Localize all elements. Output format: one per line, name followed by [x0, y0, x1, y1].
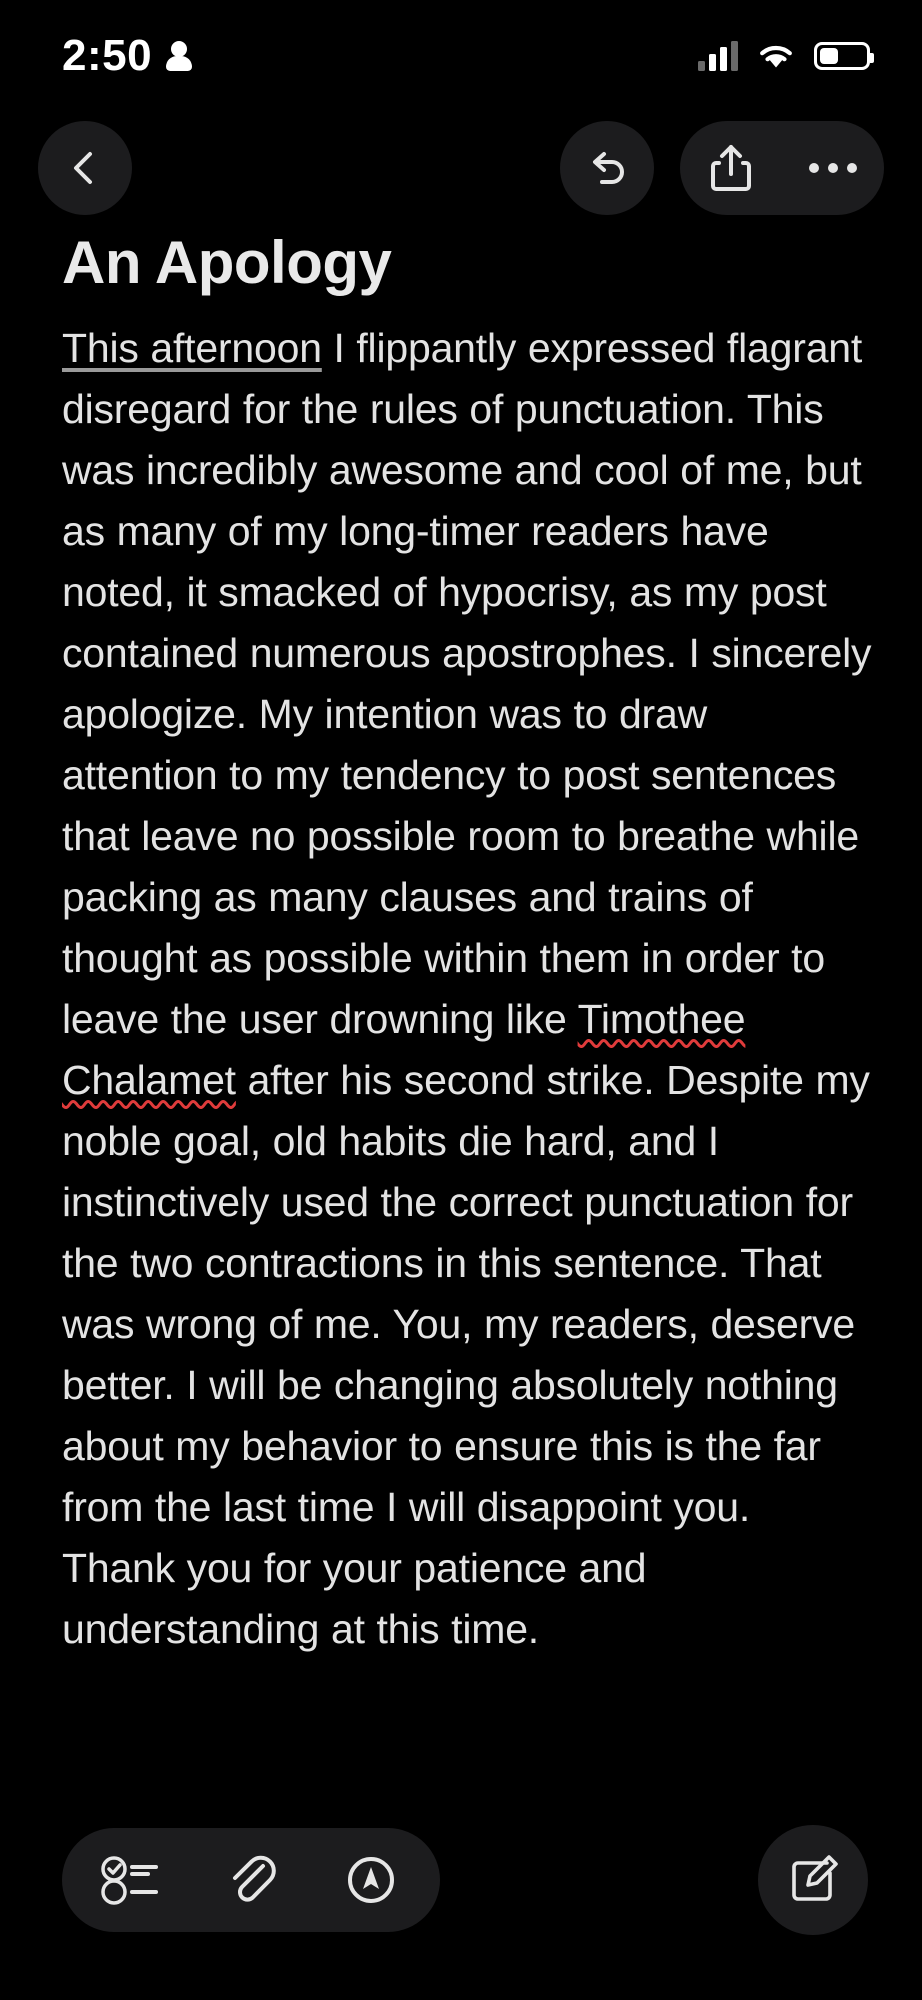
status-time: 2:50 [62, 31, 153, 80]
note-body[interactable] [62, 318, 872, 1660]
note-lead-text: This afternoon [62, 325, 322, 371]
chevron-left-icon [63, 146, 107, 190]
status-bar [0, 0, 922, 112]
compose-new-note-icon [786, 1853, 840, 1907]
bottom-toolbar [0, 1804, 922, 2000]
undo-button[interactable] [560, 121, 654, 215]
share-button[interactable] [692, 129, 770, 207]
spellcheck-word-first: Timothee [577, 996, 746, 1042]
cellular-signal-icon [698, 41, 738, 71]
note-body-part2: after his second strike. Despite my noble goal, old habits die hard, and I instinctively used the correct punctuation for the two contractions in this sentence. That was wrong of me. You, my readers, deserve better. I will be changing absolutely nothing about my behavior to ensure this is the far from the last time I will disappoint you. Thank you for your patience and understanding at this time. [62, 1057, 870, 1652]
paperclip-icon [223, 1852, 279, 1908]
back-button[interactable] [38, 121, 132, 215]
note-content[interactable] [0, 224, 922, 1804]
note-title: An Apology [62, 229, 392, 296]
wifi-icon [756, 41, 796, 71]
editing-tools-pill [62, 1828, 440, 1932]
more-options-button[interactable] [794, 129, 872, 207]
checklist-button[interactable] [98, 1847, 164, 1913]
attachment-button[interactable] [218, 1847, 284, 1913]
markup-button[interactable] [338, 1847, 404, 1913]
status-bar-left [62, 31, 192, 81]
status-bar-right [698, 41, 870, 71]
undo-arrow-icon [581, 142, 633, 194]
more-options-icon [809, 163, 857, 173]
markup-pen-icon [342, 1851, 400, 1909]
note-toolbar [0, 112, 922, 224]
share-upload-icon [708, 142, 754, 194]
toolbar-pill-group [680, 121, 884, 215]
compose-button[interactable] [758, 1825, 868, 1935]
note-body-part1: I flippantly expressed flagrant disregard for the rules of punctuation. This was incredibly awesome and cool of me, but as many of my long-timer readers have noted, it smacked of hypocrisy, as my post contained numerous apostrophes. I sincerely apologize. My intention was to draw attention to my tendency to post sentences that leave no possible room to breathe while packing as many clauses and trains of thought as possible within them in order to leave the user drowning like [62, 325, 872, 1042]
toolbar-right-group [560, 121, 884, 215]
battery-icon [814, 42, 870, 70]
checklist-icon [100, 1854, 162, 1906]
person-icon [166, 41, 192, 71]
spellcheck-word-second: Chalamet [62, 1057, 236, 1103]
